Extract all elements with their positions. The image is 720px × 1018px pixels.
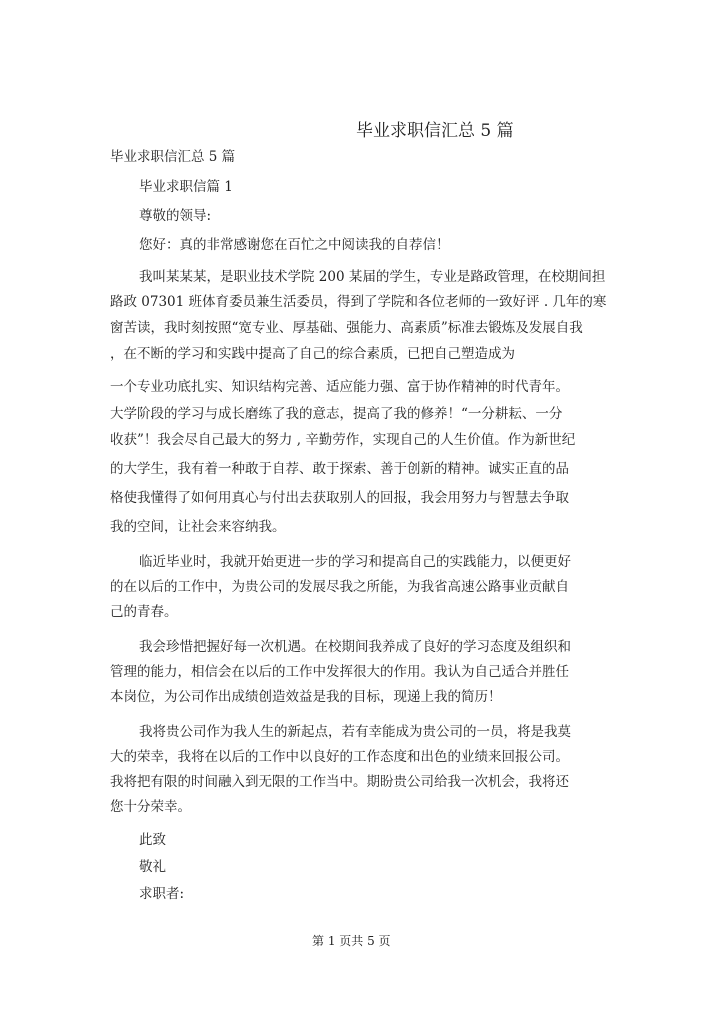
document-title: 毕业求职信汇总 5 篇	[356, 121, 514, 141]
paragraph-line: 的大学生，我有着一种敢于自荐、敢于探索、善于创新的精神。诚实正直的品	[110, 461, 569, 477]
paragraph-line: 临近毕业时，我就开始更进一步的学习和提高自己的实践能力，以便更好	[139, 554, 571, 570]
paragraph-line: ，在不断的学习和实践中提高了自己的综合素质，已把自己塑造成为	[110, 346, 515, 362]
paragraph-line: 大的荣幸，我将在以后的工作中以良好的工作态度和出色的业绩来回报公司。	[110, 749, 569, 765]
paragraph-line: 我会珍惜把握好每一次机遇。在校期间我养成了良好的学习态度及组织和	[139, 639, 571, 655]
paragraph-line: 本岗位，为公司作出成绩创造效益是我的目标，现递上我的简历！	[110, 689, 502, 705]
greeting: 您好：真的非常感谢您在百忙之中阅读我的自荐信！	[139, 237, 450, 253]
paragraph-line: 己的青春。	[110, 604, 178, 620]
section-heading: 毕业求职信篇 1	[139, 179, 233, 195]
closing-line-2: 敬礼	[139, 859, 166, 875]
page-footer: 第 1 页共 5 页	[312, 934, 391, 948]
signature-label: 求职者:	[139, 886, 185, 902]
paragraph-line: 您十分荣幸。	[110, 799, 191, 815]
paragraph-line: 的在以后的工作中，为贵公司的发展尽我之所能，为我省高速公路事业贡献自	[110, 579, 569, 595]
paragraph-line: 我叫某某某，是职业技术学院 200 某届的学生，专业是路政管理，在校期间担	[139, 269, 606, 285]
document-subtitle: 毕业求职信汇总 5 篇	[110, 149, 236, 165]
paragraph-line: 路政 07301 班体育委员兼生活委员，得到了学院和各位老师的一致好评 . 几年的寒	[110, 294, 607, 310]
closing-line-1: 此致	[139, 832, 166, 848]
paragraph-line: 大学阶段的学习与成长磨练了我的意志，提高了我的修养！“一分耕耘、一分	[110, 406, 563, 422]
paragraph-line: 我将把有限的时间融入到无限的工作当中。期盼贵公司给我一次机会，我将还	[110, 774, 569, 790]
paragraph-line: 格使我懂得了如何用真心与付出去获取别人的回报，我会用努力与智慧去争取	[110, 490, 569, 506]
paragraph-line: 管理的能力，相信会在以后的工作中发挥很大的作用。我认为自己适合并胜任	[110, 664, 569, 680]
paragraph-line: 我的空间，让社会来容纳我。	[110, 519, 286, 535]
paragraph-line: 窗苦读，我时刻按照“宽专业、厚基础、强能力、高素质”标准去锻炼及发展自我	[110, 320, 583, 336]
salutation: 尊敬的领导:	[139, 208, 212, 224]
paragraph-line: 我将贵公司作为我人生的新起点，若有幸能成为贵公司的一员，将是我莫	[139, 724, 571, 740]
paragraph-line: 收获”！我会尽自己最大的努力 , 辛勤劳作，实现自己的人生价值。作为新世纪	[110, 432, 576, 448]
paragraph-line: 一个专业功底扎实、知识结构完善、适应能力强、富于协作精神的时代青年。	[110, 379, 569, 395]
